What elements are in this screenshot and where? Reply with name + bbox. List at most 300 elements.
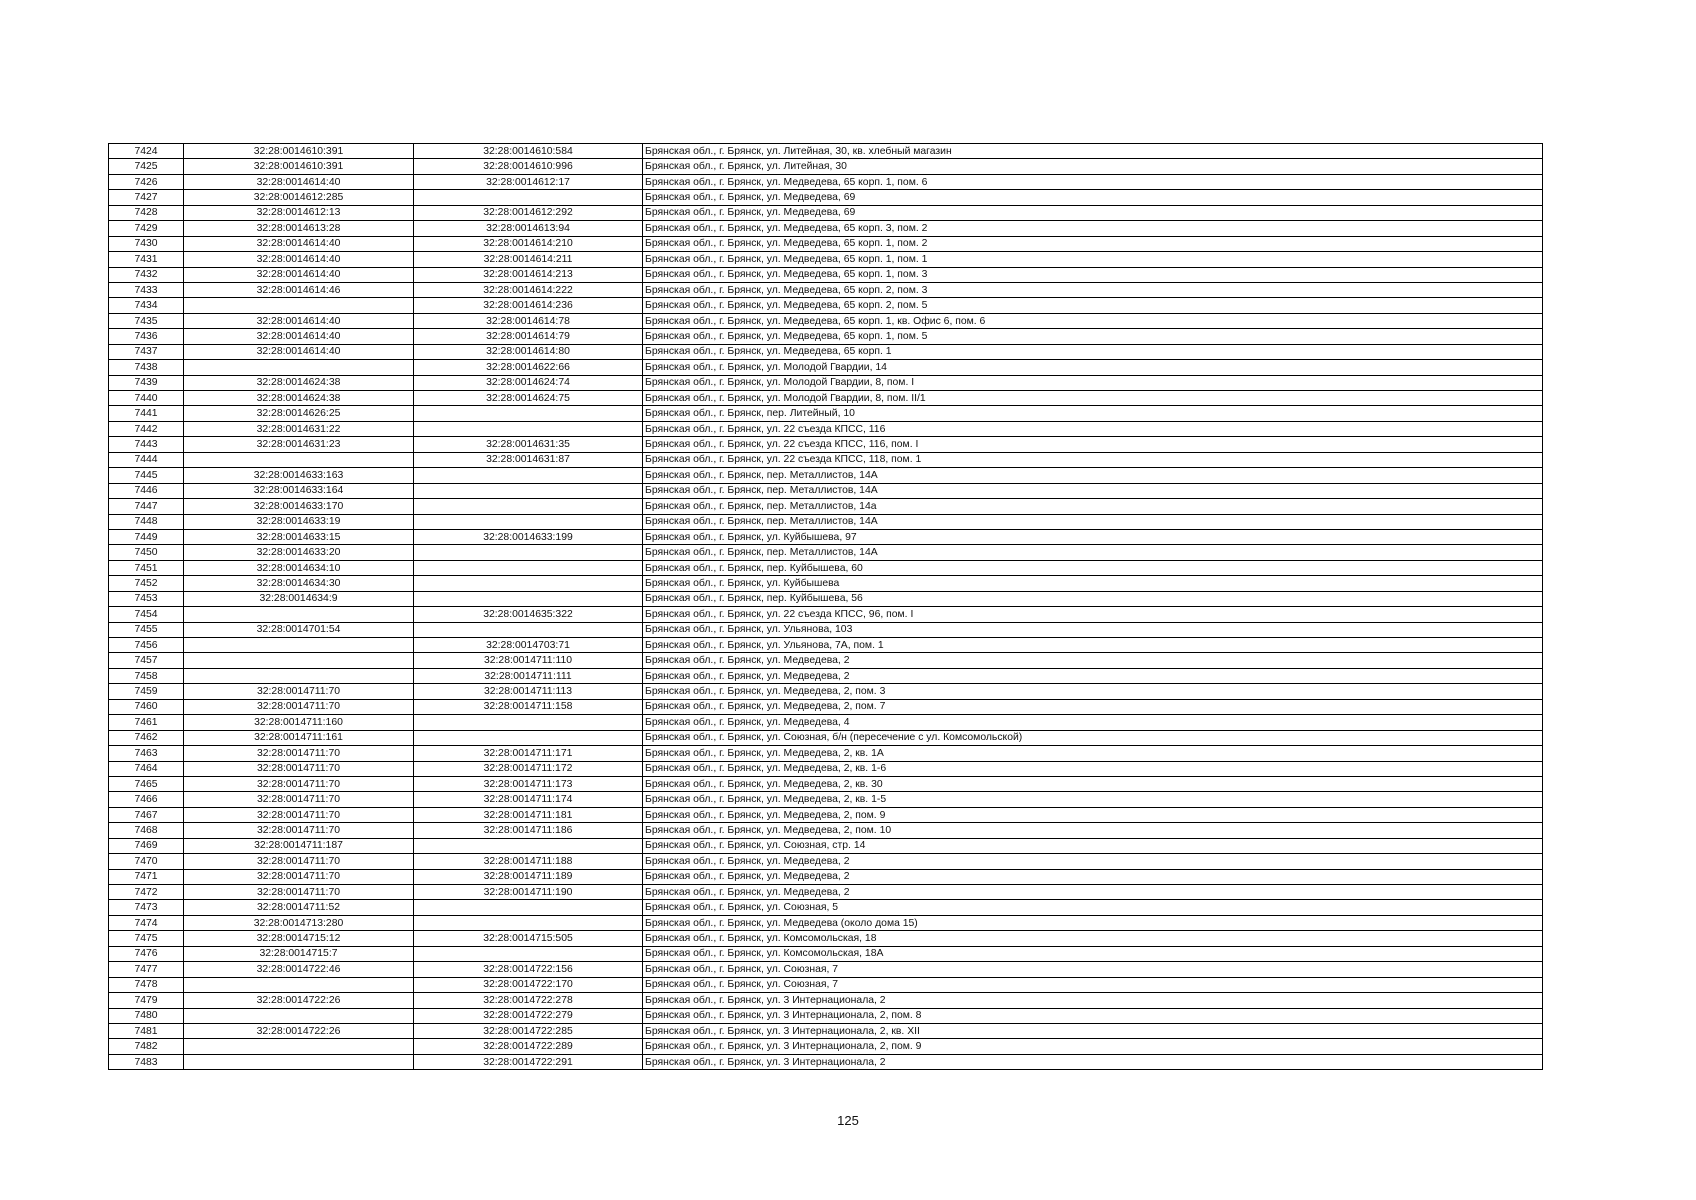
cadastral-number-cell: 32:28:0014610:391 (184, 159, 414, 174)
address-cell: Брянская обл., г. Брянск, ул. Куйбышева (643, 576, 1543, 591)
row-number-cell: 7462 (109, 730, 184, 745)
object-cadastral-number-cell: 32:28:0014624:75 (414, 391, 643, 406)
object-cadastral-number-cell (414, 560, 643, 575)
table-row (109, 144, 1543, 159)
object-cadastral-number-cell (414, 406, 643, 421)
cadastral-number-cell: 32:28:0014614:40 (184, 236, 414, 251)
row-number-cell: 7482 (109, 1039, 184, 1054)
object-cadastral-number-cell: 32:28:0014711:190 (414, 885, 643, 900)
row-number-cell: 7436 (109, 329, 184, 344)
cadastral-number-cell: 32:28:0014614:40 (184, 267, 414, 282)
cadastral-number-cell (184, 607, 414, 622)
table-row (109, 715, 1543, 730)
table-row (109, 360, 1543, 375)
table-row (109, 1023, 1543, 1038)
table-row (109, 838, 1543, 853)
object-cadastral-number-cell: 32:28:0014711:186 (414, 823, 643, 838)
object-cadastral-number-cell: 32:28:0014614:222 (414, 282, 643, 297)
table-row (109, 915, 1543, 930)
address-cell: Брянская обл., г. Брянск, ул. Медведева, 2, пом. 10 (643, 823, 1543, 838)
row-number-cell: 7433 (109, 282, 184, 297)
object-cadastral-number-cell: 32:28:0014703:71 (414, 638, 643, 653)
row-number-cell: 7448 (109, 514, 184, 529)
address-cell: Брянская обл., г. Брянск, ул. Ульянова, 7А, пом. 1 (643, 638, 1543, 653)
cadastral-number-cell: 32:28:0014711:52 (184, 900, 414, 915)
table-row (109, 792, 1543, 807)
object-cadastral-number-cell: 32:28:0014722:289 (414, 1039, 643, 1054)
table-row (109, 437, 1543, 452)
cadastral-number-cell (184, 668, 414, 683)
address-cell: Брянская обл., г. Брянск, ул. Медведева, 2, кв. 30 (643, 776, 1543, 791)
object-cadastral-number-cell: 32:28:0014612:17 (414, 174, 643, 189)
address-cell: Брянская обл., г. Брянск, пер. Куйбышева, 56 (643, 591, 1543, 606)
cadastral-number-cell: 32:28:0014711:70 (184, 684, 414, 699)
table-row (109, 468, 1543, 483)
object-cadastral-number-cell (414, 499, 643, 514)
object-cadastral-number-cell: 32:28:0014722:285 (414, 1023, 643, 1038)
row-number-cell: 7428 (109, 205, 184, 220)
address-cell: Брянская обл., г. Брянск, ул. Медведева (около дома 15) (643, 915, 1543, 930)
row-number-cell: 7424 (109, 144, 184, 159)
object-cadastral-number-cell: 32:28:0014722:278 (414, 993, 643, 1008)
object-cadastral-number-cell: 32:28:0014610:996 (414, 159, 643, 174)
cadastral-number-cell: 32:28:0014633:15 (184, 529, 414, 544)
row-number-cell: 7425 (109, 159, 184, 174)
row-number-cell: 7467 (109, 807, 184, 822)
cadastral-number-cell: 32:28:0014633:20 (184, 545, 414, 560)
table-row (109, 499, 1543, 514)
object-cadastral-number-cell: 32:28:0014610:584 (414, 144, 643, 159)
object-cadastral-number-cell: 32:28:0014612:292 (414, 205, 643, 220)
row-number-cell: 7457 (109, 653, 184, 668)
table-row (109, 329, 1543, 344)
cadastral-number-cell: 32:28:0014612:285 (184, 190, 414, 205)
table-row (109, 962, 1543, 977)
address-cell: Брянская обл., г. Брянск, ул. Литейная, 30, кв. хлебный магазин (643, 144, 1543, 159)
table-row (109, 807, 1543, 822)
row-number-cell: 7476 (109, 946, 184, 961)
cadastral-number-cell: 32:28:0014711:70 (184, 885, 414, 900)
row-number-cell: 7445 (109, 468, 184, 483)
row-number-cell: 7481 (109, 1023, 184, 1038)
object-cadastral-number-cell: 32:28:0014631:87 (414, 452, 643, 467)
object-cadastral-number-cell (414, 900, 643, 915)
table-row (109, 298, 1543, 313)
table-row (109, 375, 1543, 390)
address-cell: Брянская обл., г. Брянск, ул. 22 съезда КПСС, 116, пом. I (643, 437, 1543, 452)
object-cadastral-number-cell (414, 421, 643, 436)
cadastral-number-cell: 32:28:0014614:40 (184, 313, 414, 328)
cadastral-number-cell: 32:28:0014711:70 (184, 823, 414, 838)
object-cadastral-number-cell: 32:28:0014624:74 (414, 375, 643, 390)
row-number-cell: 7471 (109, 869, 184, 884)
object-cadastral-number-cell (414, 838, 643, 853)
table-row (109, 406, 1543, 421)
address-cell: Брянская обл., г. Брянск, ул. Медведева, 2, пом. 7 (643, 699, 1543, 714)
cadastral-number-cell: 32:28:0014711:70 (184, 792, 414, 807)
object-cadastral-number-cell (414, 715, 643, 730)
address-cell: Брянская обл., г. Брянск, ул. Союзная, 5 (643, 900, 1543, 915)
object-cadastral-number-cell (414, 576, 643, 591)
object-cadastral-number-cell: 32:28:0014711:158 (414, 699, 643, 714)
table-row (109, 282, 1543, 297)
row-number-cell: 7431 (109, 252, 184, 267)
address-cell: Брянская обл., г. Брянск, ул. 22 съезда КПСС, 96, пом. I (643, 607, 1543, 622)
cadastral-number-cell: 32:28:0014722:26 (184, 993, 414, 1008)
table-row (109, 823, 1543, 838)
object-cadastral-number-cell: 32:28:0014622:66 (414, 360, 643, 375)
object-cadastral-number-cell: 32:28:0014633:199 (414, 529, 643, 544)
address-cell: Брянская обл., г. Брянск, ул. 3 Интернационала, 2 (643, 1054, 1543, 1069)
table-row (109, 993, 1543, 1008)
address-cell: Брянская обл., г. Брянск, ул. 3 Интернационала, 2, кв. XII (643, 1023, 1543, 1038)
object-cadastral-number-cell: 32:28:0014711:188 (414, 854, 643, 869)
row-number-cell: 7472 (109, 885, 184, 900)
cadastral-number-cell: 32:28:0014633:164 (184, 483, 414, 498)
object-cadastral-number-cell (414, 946, 643, 961)
row-number-cell: 7429 (109, 221, 184, 236)
cadastral-number-cell: 32:28:0014634:10 (184, 560, 414, 575)
cadastral-number-cell: 32:28:0014612:13 (184, 205, 414, 220)
row-number-cell: 7442 (109, 421, 184, 436)
row-number-cell: 7473 (109, 900, 184, 915)
row-number-cell: 7430 (109, 236, 184, 251)
cadastral-number-cell: 32:28:0014631:22 (184, 421, 414, 436)
object-cadastral-number-cell (414, 545, 643, 560)
cadastral-number-cell: 32:28:0014711:70 (184, 854, 414, 869)
row-number-cell: 7446 (109, 483, 184, 498)
object-cadastral-number-cell (414, 915, 643, 930)
address-cell: Брянская обл., г. Брянск, ул. Литейная, 30 (643, 159, 1543, 174)
table-row (109, 252, 1543, 267)
table-row (109, 854, 1543, 869)
cadastral-number-cell: 32:28:0014722:26 (184, 1023, 414, 1038)
table-row (109, 514, 1543, 529)
row-number-cell: 7447 (109, 499, 184, 514)
row-number-cell: 7449 (109, 529, 184, 544)
address-cell: Брянская обл., г. Брянск, ул. Медведева, 2 (643, 854, 1543, 869)
object-cadastral-number-cell: 32:28:0014722:156 (414, 962, 643, 977)
object-cadastral-number-cell (414, 514, 643, 529)
cadastral-number-cell: 32:28:0014715:12 (184, 931, 414, 946)
address-cell: Брянская обл., г. Брянск, ул. Медведева, 65 корп. 2, пом. 5 (643, 298, 1543, 313)
address-cell: Брянская обл., г. Брянск, ул. Ульянова, 103 (643, 622, 1543, 637)
row-number-cell: 7443 (109, 437, 184, 452)
cadastral-number-cell: 32:28:0014634:9 (184, 591, 414, 606)
table-row (109, 668, 1543, 683)
address-cell: Брянская обл., г. Брянск, ул. Медведева, 2, кв. 1-5 (643, 792, 1543, 807)
address-cell: Брянская обл., г. Брянск, пер. Куйбышева, 60 (643, 560, 1543, 575)
table-row (109, 313, 1543, 328)
cadastral-number-cell: 32:28:0014711:70 (184, 699, 414, 714)
row-number-cell: 7483 (109, 1054, 184, 1069)
object-cadastral-number-cell (414, 190, 643, 205)
address-cell: Брянская обл., г. Брянск, ул. Союзная, б/н (пересечение с ул. Комсомольской) (643, 730, 1543, 745)
table-row (109, 190, 1543, 205)
object-cadastral-number-cell (414, 468, 643, 483)
table-row (109, 1008, 1543, 1023)
address-cell: Брянская обл., г. Брянск, ул. Медведева, 2 (643, 668, 1543, 683)
row-number-cell: 7439 (109, 375, 184, 390)
address-cell: Брянская обл., г. Брянск, ул. Медведева, 65 корп. 1, кв. Офис 6, пом. 6 (643, 313, 1543, 328)
table-row (109, 560, 1543, 575)
row-number-cell: 7464 (109, 761, 184, 776)
cadastral-number-cell (184, 977, 414, 992)
object-cadastral-number-cell (414, 622, 643, 637)
cadastral-number-cell: 32:28:0014711:161 (184, 730, 414, 745)
row-number-cell: 7456 (109, 638, 184, 653)
address-cell: Брянская обл., г. Брянск, ул. Медведева, 65 корп. 1, пом. 6 (643, 174, 1543, 189)
table-row (109, 776, 1543, 791)
object-cadastral-number-cell: 32:28:0014614:210 (414, 236, 643, 251)
address-cell: Брянская обл., г. Брянск, пер. Металлистов, 14А (643, 545, 1543, 560)
object-cadastral-number-cell: 32:28:0014711:113 (414, 684, 643, 699)
address-cell: Брянская обл., г. Брянск, ул. Медведева, 69 (643, 190, 1543, 205)
registry-table (108, 143, 1543, 1070)
address-cell: Брянская обл., г. Брянск, ул. Союзная, стр. 14 (643, 838, 1543, 853)
object-cadastral-number-cell: 32:28:0014711:189 (414, 869, 643, 884)
cadastral-number-cell (184, 1008, 414, 1023)
row-number-cell: 7438 (109, 360, 184, 375)
table-row (109, 885, 1543, 900)
address-cell: Брянская обл., г. Брянск, ул. Союзная, 7 (643, 962, 1543, 977)
address-cell: Брянская обл., г. Брянск, ул. Медведева, 65 корп. 3, пом. 2 (643, 221, 1543, 236)
cadastral-number-cell (184, 1054, 414, 1069)
cadastral-number-cell: 32:28:0014614:40 (184, 252, 414, 267)
table-row (109, 607, 1543, 622)
object-cadastral-number-cell: 32:28:0014614:213 (414, 267, 643, 282)
row-number-cell: 7454 (109, 607, 184, 622)
object-cadastral-number-cell (414, 730, 643, 745)
table-row (109, 900, 1543, 915)
address-cell: Брянская обл., г. Брянск, ул. Медведева, 4 (643, 715, 1543, 730)
cadastral-number-cell: 32:28:0014701:54 (184, 622, 414, 637)
table-row (109, 221, 1543, 236)
object-cadastral-number-cell (414, 483, 643, 498)
row-number-cell: 7435 (109, 313, 184, 328)
row-number-cell: 7451 (109, 560, 184, 575)
cadastral-number-cell (184, 360, 414, 375)
address-cell: Брянская обл., г. Брянск, пер. Металлистов, 14а (643, 499, 1543, 514)
cadastral-number-cell: 32:28:0014633:170 (184, 499, 414, 514)
object-cadastral-number-cell: 32:28:0014722:170 (414, 977, 643, 992)
object-cadastral-number-cell: 32:28:0014711:173 (414, 776, 643, 791)
address-cell: Брянская обл., г. Брянск, ул. Куйбышева, 97 (643, 529, 1543, 544)
page-number: 125 (837, 1113, 859, 1128)
row-number-cell: 7461 (109, 715, 184, 730)
cadastral-number-cell: 32:28:0014614:40 (184, 329, 414, 344)
address-cell: Брянская обл., г. Брянск, ул. Молодой Гвардии, 14 (643, 360, 1543, 375)
row-number-cell: 7463 (109, 746, 184, 761)
row-number-cell: 7426 (109, 174, 184, 189)
row-number-cell: 7465 (109, 776, 184, 791)
cadastral-number-cell: 32:28:0014634:30 (184, 576, 414, 591)
object-cadastral-number-cell: 32:28:0014711:110 (414, 653, 643, 668)
address-cell: Брянская обл., г. Брянск, ул. Медведева, 2, пом. 3 (643, 684, 1543, 699)
address-cell: Брянская обл., г. Брянск, пер. Металлистов, 14А (643, 468, 1543, 483)
address-cell: Брянская обл., г. Брянск, ул. Молодой Гвардии, 8, пом. II/1 (643, 391, 1543, 406)
object-cadastral-number-cell: 32:28:0014722:279 (414, 1008, 643, 1023)
cadastral-number-cell: 32:28:0014713:280 (184, 915, 414, 930)
object-cadastral-number-cell: 32:28:0014635:322 (414, 607, 643, 622)
address-cell: Брянская обл., г. Брянск, ул. Медведева, 2 (643, 885, 1543, 900)
address-cell: Брянская обл., г. Брянск, ул. Комсомольская, 18А (643, 946, 1543, 961)
table-row (109, 746, 1543, 761)
row-number-cell: 7478 (109, 977, 184, 992)
table-row (109, 730, 1543, 745)
cadastral-number-cell: 32:28:0014711:187 (184, 838, 414, 853)
table-row (109, 638, 1543, 653)
address-cell: Брянская обл., г. Брянск, ул. Медведева, 65 корп. 1, пом. 2 (643, 236, 1543, 251)
cadastral-number-cell: 32:28:0014715:7 (184, 946, 414, 961)
table-row (109, 931, 1543, 946)
table-row (109, 205, 1543, 220)
row-number-cell: 7460 (109, 699, 184, 714)
object-cadastral-number-cell: 32:28:0014613:94 (414, 221, 643, 236)
cadastral-number-cell: 32:28:0014614:46 (184, 282, 414, 297)
row-number-cell: 7479 (109, 993, 184, 1008)
row-number-cell: 7432 (109, 267, 184, 282)
table-row (109, 591, 1543, 606)
cadastral-number-cell: 32:28:0014624:38 (184, 375, 414, 390)
object-cadastral-number-cell: 32:28:0014614:80 (414, 344, 643, 359)
row-number-cell: 7477 (109, 962, 184, 977)
cadastral-number-cell: 32:28:0014633:163 (184, 468, 414, 483)
table-row (109, 684, 1543, 699)
table-row (109, 529, 1543, 544)
object-cadastral-number-cell: 32:28:0014631:35 (414, 437, 643, 452)
table-row (109, 1039, 1543, 1054)
cadastral-number-cell: 32:28:0014614:40 (184, 174, 414, 189)
address-cell: Брянская обл., г. Брянск, ул. Молодой Гвардии, 8, пом. I (643, 375, 1543, 390)
cadastral-number-cell (184, 638, 414, 653)
address-cell: Брянская обл., г. Брянск, ул. Медведева, 2 (643, 653, 1543, 668)
cadastral-number-cell (184, 653, 414, 668)
object-cadastral-number-cell: 32:28:0014614:78 (414, 313, 643, 328)
object-cadastral-number-cell: 32:28:0014722:291 (414, 1054, 643, 1069)
row-number-cell: 7452 (109, 576, 184, 591)
table-row (109, 267, 1543, 282)
cadastral-number-cell: 32:28:0014711:70 (184, 869, 414, 884)
cadastral-number-cell: 32:28:0014614:40 (184, 344, 414, 359)
address-cell: Брянская обл., г. Брянск, ул. 22 съезда КПСС, 118, пом. 1 (643, 452, 1543, 467)
object-cadastral-number-cell: 32:28:0014614:79 (414, 329, 643, 344)
table-row (109, 699, 1543, 714)
row-number-cell: 7474 (109, 915, 184, 930)
table-row (109, 452, 1543, 467)
table-row (109, 622, 1543, 637)
row-number-cell: 7450 (109, 545, 184, 560)
table-row (109, 344, 1543, 359)
address-cell: Брянская обл., г. Брянск, ул. Медведева, 65 корп. 1, пом. 5 (643, 329, 1543, 344)
cadastral-number-cell: 32:28:0014626:25 (184, 406, 414, 421)
cadastral-number-cell: 32:28:0014613:28 (184, 221, 414, 236)
address-cell: Брянская обл., г. Брянск, ул. Медведева, 2, пом. 9 (643, 807, 1543, 822)
cadastral-number-cell: 32:28:0014610:391 (184, 144, 414, 159)
address-cell: Брянская обл., г. Брянск, ул. 3 Интернационала, 2 (643, 993, 1543, 1008)
address-cell: Брянская обл., г. Брянск, ул. Медведева, 2 (643, 869, 1543, 884)
row-number-cell: 7453 (109, 591, 184, 606)
address-cell: Брянская обл., г. Брянск, ул. Медведева, 65 корп. 1, пом. 3 (643, 267, 1543, 282)
table-row (109, 977, 1543, 992)
row-number-cell: 7468 (109, 823, 184, 838)
cadastral-number-cell (184, 298, 414, 313)
address-cell: Брянская обл., г. Брянск, пер. Литейный, 10 (643, 406, 1543, 421)
address-cell: Брянская обл., г. Брянск, пер. Металлистов, 14А (643, 483, 1543, 498)
row-number-cell: 7470 (109, 854, 184, 869)
cadastral-number-cell: 32:28:0014711:70 (184, 761, 414, 776)
row-number-cell: 7466 (109, 792, 184, 807)
address-cell: Брянская обл., г. Брянск, пер. Металлистов, 14А (643, 514, 1543, 529)
table-row (109, 545, 1543, 560)
cadastral-number-cell: 32:28:0014711:70 (184, 746, 414, 761)
object-cadastral-number-cell: 32:28:0014711:181 (414, 807, 643, 822)
object-cadastral-number-cell: 32:28:0014711:171 (414, 746, 643, 761)
row-number-cell: 7427 (109, 190, 184, 205)
row-number-cell: 7444 (109, 452, 184, 467)
cadastral-number-cell (184, 452, 414, 467)
table-row (109, 946, 1543, 961)
object-cadastral-number-cell (414, 591, 643, 606)
cadastral-number-cell: 32:28:0014624:38 (184, 391, 414, 406)
row-number-cell: 7440 (109, 391, 184, 406)
cadastral-number-cell: 32:28:0014722:46 (184, 962, 414, 977)
cadastral-number-cell: 32:28:0014633:19 (184, 514, 414, 529)
address-cell: Брянская обл., г. Брянск, ул. 22 съезда КПСС, 116 (643, 421, 1543, 436)
table-row (109, 653, 1543, 668)
row-number-cell: 7469 (109, 838, 184, 853)
table-row (109, 159, 1543, 174)
cadastral-number-cell: 32:28:0014711:70 (184, 776, 414, 791)
row-number-cell: 7434 (109, 298, 184, 313)
address-cell: Брянская обл., г. Брянск, ул. Медведева, 2, кв. 1А (643, 746, 1543, 761)
row-number-cell: 7455 (109, 622, 184, 637)
row-number-cell: 7480 (109, 1008, 184, 1023)
cadastral-number-cell: 32:28:0014711:160 (184, 715, 414, 730)
row-number-cell: 7458 (109, 668, 184, 683)
object-cadastral-number-cell: 32:28:0014711:174 (414, 792, 643, 807)
registry-table-body (109, 144, 1543, 1070)
cadastral-number-cell: 32:28:0014631:23 (184, 437, 414, 452)
address-cell: Брянская обл., г. Брянск, ул. Союзная, 7 (643, 977, 1543, 992)
table-row (109, 869, 1543, 884)
address-cell: Брянская обл., г. Брянск, ул. 3 Интернационала, 2, пом. 9 (643, 1039, 1543, 1054)
table-row (109, 1054, 1543, 1069)
address-cell: Брянская обл., г. Брянск, ул. Медведева, 65 корп. 2, пом. 3 (643, 282, 1543, 297)
row-number-cell: 7441 (109, 406, 184, 421)
address-cell: Брянская обл., г. Брянск, ул. 3 Интернационала, 2, пом. 8 (643, 1008, 1543, 1023)
table-row (109, 483, 1543, 498)
object-cadastral-number-cell: 32:28:0014715:505 (414, 931, 643, 946)
object-cadastral-number-cell: 32:28:0014711:111 (414, 668, 643, 683)
address-cell: Брянская обл., г. Брянск, ул. Медведева, 65 корп. 1, пом. 1 (643, 252, 1543, 267)
table-row (109, 576, 1543, 591)
object-cadastral-number-cell: 32:28:0014614:211 (414, 252, 643, 267)
address-cell: Брянская обл., г. Брянск, ул. Медведева, 65 корп. 1 (643, 344, 1543, 359)
table-row (109, 174, 1543, 189)
row-number-cell: 7475 (109, 931, 184, 946)
table-row (109, 421, 1543, 436)
row-number-cell: 7437 (109, 344, 184, 359)
object-cadastral-number-cell: 32:28:0014614:236 (414, 298, 643, 313)
table-row (109, 391, 1543, 406)
table-row (109, 761, 1543, 776)
object-cadastral-number-cell: 32:28:0014711:172 (414, 761, 643, 776)
cadastral-number-cell (184, 1039, 414, 1054)
address-cell: Брянская обл., г. Брянск, ул. Медведева, 69 (643, 205, 1543, 220)
table-row (109, 236, 1543, 251)
address-cell: Брянская обл., г. Брянск, ул. Медведева, 2, кв. 1-6 (643, 761, 1543, 776)
